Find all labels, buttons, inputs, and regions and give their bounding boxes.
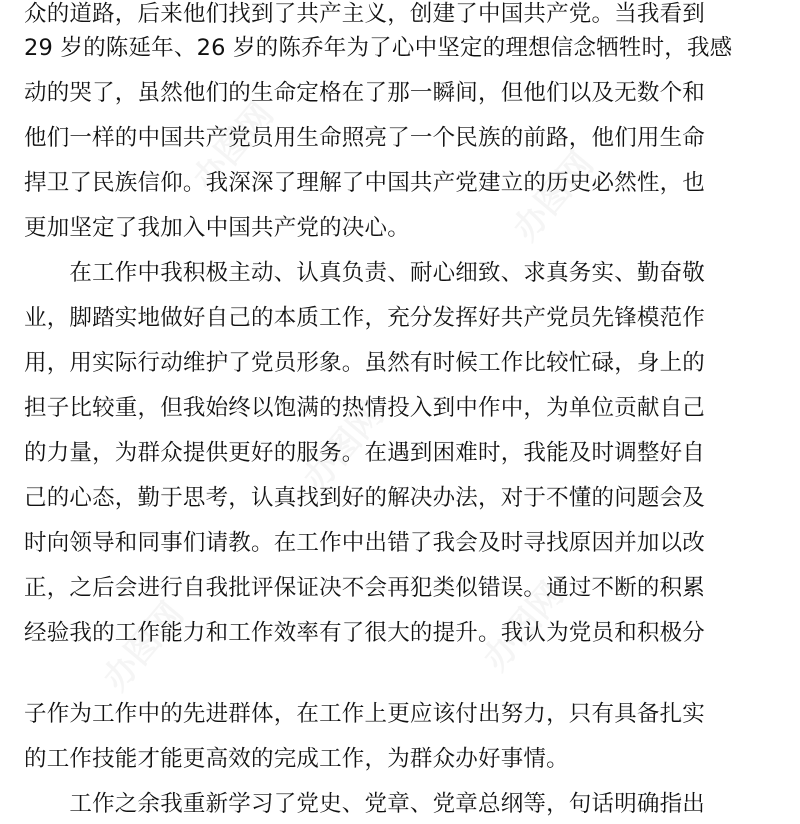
text-line: 动的哭了，虽然他们的生命定格在了那一瞬间，但他们以及无数个和 <box>24 80 706 106</box>
text-line: 众的道路，后来他们找到了共产主义，创建了中国共产党。当我看到 <box>24 1 706 27</box>
watermark-4: 办图网 <box>95 594 192 699</box>
watermark-3: 办图网 <box>295 394 392 499</box>
text-line: 工作之余我重新学习了党史、党章、党章总纲等，句话明确指出 <box>24 791 706 817</box>
text-line: 29 岁的陈延年、26 岁的陈乔年为了心中坚定的理想信念牺牲时，我感 <box>24 35 733 61</box>
text-line: 子作为工作中的先进群体，在工作上更应该付出努力，只有具备扎实 <box>24 701 706 727</box>
watermark-5: 办图网 <box>475 574 572 679</box>
text-line: 业，脚踏实地做好自己的本质工作，充分发挥好共产党员先锋模范作 <box>24 305 706 331</box>
text-line: 他们一样的中国共产党员用生命照亮了一个民族的前路，他们用生命 <box>24 125 706 151</box>
text-line: 时向领导和同事们请教。在工作中出错了我会及时寻找原因并加以改 <box>24 530 706 556</box>
text-line: 捍卫了民族信仰。我深深了理解了中国共产党建立的历史必然性，也 <box>24 170 706 196</box>
text-line: 的力量，为群众提供更好的服务。在遇到困难时，我能及时调整好自 <box>24 440 706 466</box>
text-line: 担子比较重，但我始终以饱满的热情投入到中作中，为单位贡献自己 <box>24 395 706 421</box>
watermark-2: 办图网 <box>505 144 602 249</box>
text-line: 在工作中我积极主动、认真负责、耐心细致、求真务实、勤奋敬 <box>24 260 706 286</box>
text-line: 经验我的工作能力和工作效率有了很大的提升。我认为党员和积极分 <box>24 620 706 646</box>
text-line: 正，之后会进行自我批评保证决不会再犯类似错误。通过不断的积累 <box>24 575 706 601</box>
text-line: 的工作技能才能更高效的完成工作，为群众办好事情。 <box>24 746 569 772</box>
watermark-1: 办图网 <box>185 94 282 199</box>
text-line: 己的心态，勤于思考，认真找到好的解决办法，对于不懂的问题会及 <box>24 485 706 511</box>
text-line: 更加坚定了我加入中国共产党的决心。 <box>24 215 410 241</box>
text-line: 用，用实际行动维护了党员形象。虽然有时候工作比较忙碌，身上的 <box>24 350 706 376</box>
